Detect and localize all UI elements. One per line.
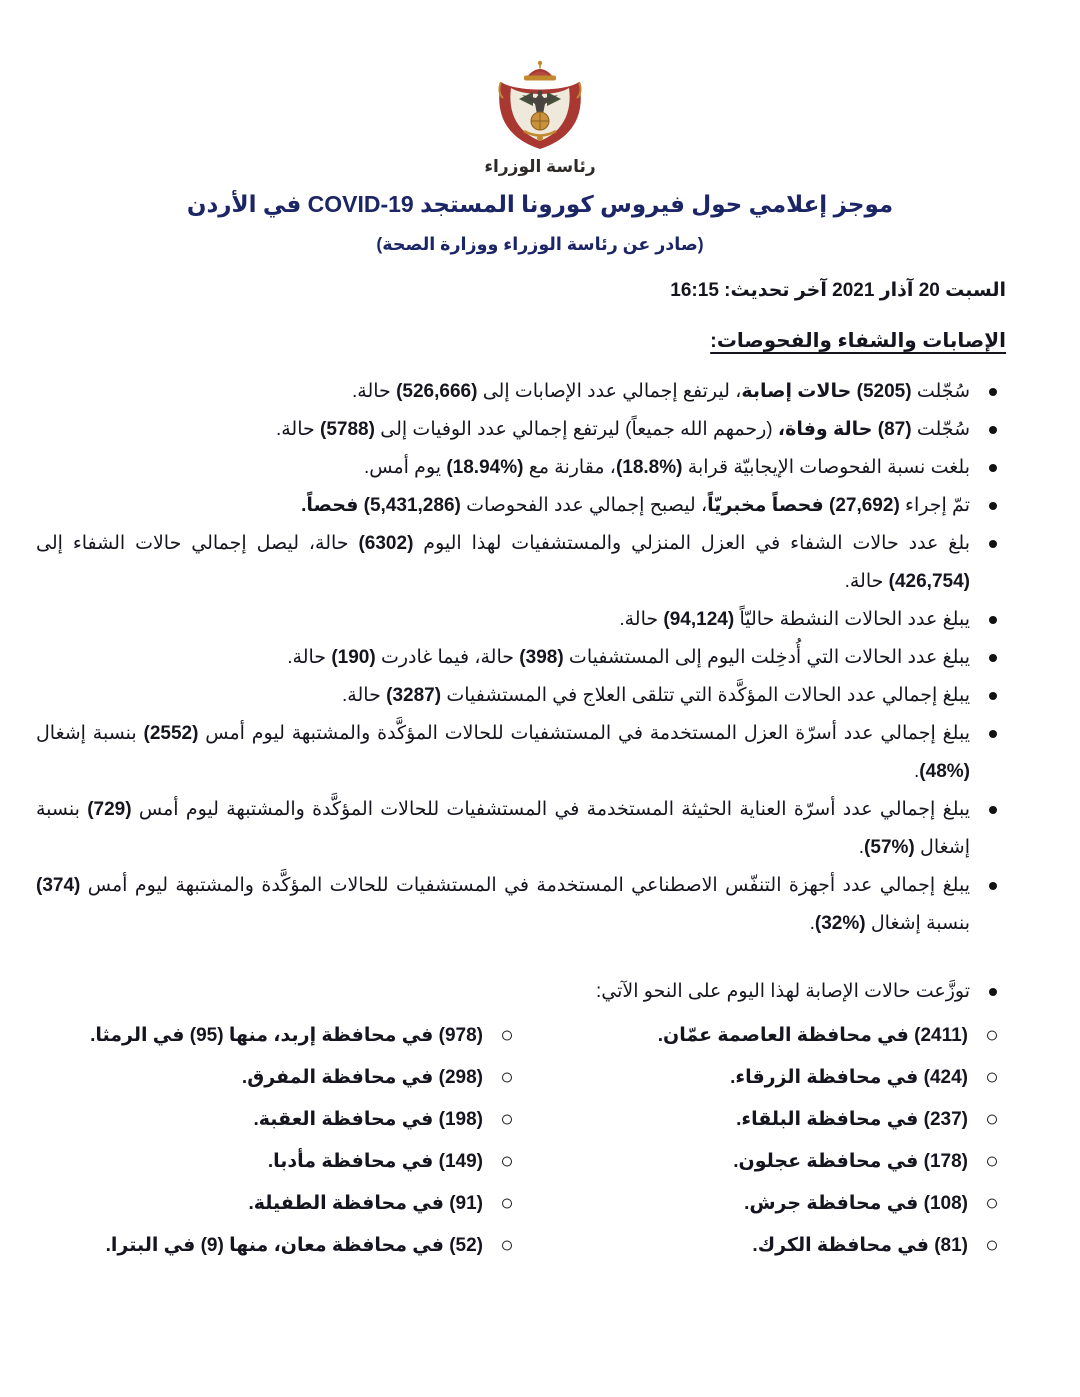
jordan-coat-of-arms-icon [481,58,599,154]
section-heading: الإصابات والشفاء والفحوصات: [710,330,1006,352]
distribution-item-left [36,1015,521,1057]
bullet-text: يبلغ عدد الحالات النشطة حاليّاً (94,124) حالة. [619,609,970,630]
bullet-item [36,677,1006,715]
bullet-text: تمّ إجراء (27,692) فحصاً مخبريّاً، ليصبح إجمالي عدد الفحوصات (5,431,286) فحصاً. [301,495,970,516]
distribution-text: (52) في محافظة معان، منها (9) في البترا. [105,1235,483,1256]
document-title: موجز إعلامي حول فيروس كورونا المستجد COVID-19 في الأردن [186,191,894,217]
bullet-text: يبلغ عدد الحالات التي أُدخِلت اليوم إلى المستشفيات (398) حالة، فيما غادرت (190) حالة. [287,647,970,668]
bullet-text: سُجّلت (5205) حالات إصابة، ليرتفع إجمالي عدد الإصابات إلى (526,666) حالة. [352,381,970,402]
distribution-item-right [521,1225,1006,1267]
document-subtitle: (صادر عن رئاسة الوزراء ووزارة الصحة) [376,234,704,254]
distribution-item-right [521,1015,1006,1057]
distribution-item-left [36,1141,521,1183]
distribution-item-left [36,1099,521,1141]
circle-bullet-icon [502,1073,512,1083]
distribution-text: (298) في محافظة المفرق. [241,1067,483,1088]
bullet-item [36,791,1006,867]
distribution-lead-list [36,973,1006,1011]
bullet-item [36,715,1006,791]
bullet-text: بلغ عدد حالات الشفاء في العزل المنزلي والمستشفيات لهذا اليوم (6302) حالة، ليصل إجمالي حالات الشفاء إلى (426,754) حالة. [36,533,970,592]
distribution-item-right [521,1099,1006,1141]
circle-bullet-icon [987,1031,997,1041]
circle-bullet-icon [987,1241,997,1251]
distribution-item-right [521,1141,1006,1183]
bullet-text: يبلغ إجمالي عدد الحالات المؤكَّدة التي تتلقى العلاج في المستشفيات (3287) حالة. [342,685,970,706]
distribution-text: (91) في محافظة الطفيلة. [248,1193,483,1214]
bullet-item [36,601,1006,639]
circle-bullet-icon [987,1199,997,1209]
distribution-text: (108) في محافظة جرش. [744,1193,968,1214]
bullet-item [36,867,1006,943]
bullet-text: يبلغ إجمالي عدد أسرّة العناية الحثيثة المستخدمة في المستشفيات للحالات المؤكَّدة والمشتبهة ليوم أمس (729) بنسبة إشغال (%57). [36,799,971,858]
distribution-item-left [36,1225,521,1267]
bullet-item [36,525,1006,601]
distribution-item-left [36,1183,521,1225]
bullet-text: بلغت نسبة الفحوصات الإيجابيّة قرابة (%18.8)، مقارنة مع (%18.94) يوم أمس. [363,457,970,478]
bullet-text: يبلغ إجمالي عدد أجهزة التنفّس الاصطناعي المستخدمة في المستشفيات للحالات المؤكَّدة والمشتبهة ليوم أمس (374) بنسبة إشغال (%32). [36,875,970,934]
circle-bullet-icon [987,1157,997,1167]
bullet-item [36,411,1006,449]
distribution-lead: توزَّعت حالات الإصابة لهذا اليوم على النحو الآتي: [36,973,1006,1011]
distribution-text: (149) في محافظة مأدبا. [267,1151,483,1172]
bullet-text: يبلغ إجمالي عدد أسرّة العزل المستخدمة في المستشفيات للحالات المؤكَّدة والمشتبهة ليوم أمس (2552) بنسبة إشغال (%48). [36,723,970,782]
stats-bullet-list [36,373,1006,943]
circle-bullet-icon [502,1115,512,1125]
distribution-text: (178) في محافظة عجلون. [733,1151,968,1172]
distribution-item-right [521,1057,1006,1099]
distribution-item-left [36,1057,521,1099]
bullet-item [36,639,1006,677]
document-header [0,0,1080,302]
distribution-grid [36,1015,1006,1267]
distribution-text: (2411) في محافظة العاصمة عمّان. [657,1025,968,1046]
jordan-coat-of-arms-logo [0,58,1080,177]
bullet-item [36,487,1006,525]
bullet-item [36,449,1006,487]
distribution-text: (81) في محافظة الكرك. [752,1235,968,1256]
circle-bullet-icon [502,1199,512,1209]
distribution-text: (198) في محافظة العقبة. [253,1109,483,1130]
distribution-item-right [521,1183,1006,1225]
circle-bullet-icon [987,1073,997,1083]
bullet-item [36,373,1006,411]
distribution-text: (237) في محافظة البلقاء. [736,1109,968,1130]
date-line: السبت 20 آذار 2021 آخر تحديث: 16:15 [670,280,1006,301]
circle-bullet-icon [502,1031,512,1041]
circle-bullet-icon [502,1157,512,1167]
circle-bullet-icon [502,1241,512,1251]
distribution-text: (978) في محافظة إربد، منها (95) في الرمثا. [90,1025,483,1046]
bullet-text: سُجّلت (87) حالة وفاة، (رحمهم الله جميعاً) ليرتفع إجمالي عدد الوفيات إلى (5788) حالة. [275,419,970,440]
distribution-text: (424) في محافظة الزرقاء. [730,1067,968,1088]
logo-caption: رئاسة الوزراء [484,157,596,176]
circle-bullet-icon [987,1115,997,1125]
